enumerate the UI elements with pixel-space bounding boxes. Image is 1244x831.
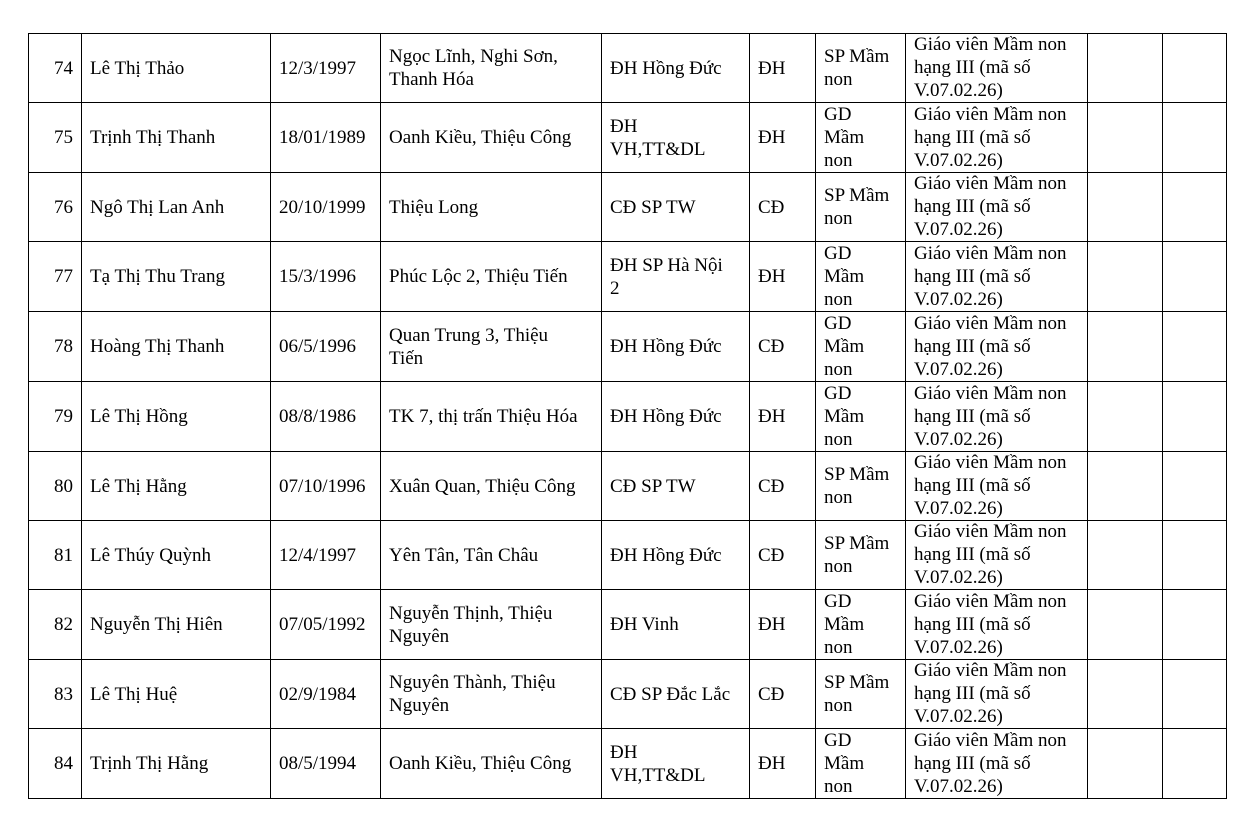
table-row — [29, 242, 1227, 312]
training-school-line: ĐH — [610, 741, 638, 763]
major-line: Mầm — [824, 336, 865, 357]
address-cell — [381, 382, 602, 452]
education-level-cell: ĐH — [750, 103, 816, 173]
job-title-line: Giáo viên Mầm non — [914, 173, 1067, 194]
blank-cell-1-cell — [1088, 521, 1163, 590]
date-of-birth-cell: 20/10/1999 — [271, 173, 381, 242]
address-cell — [381, 590, 602, 660]
table-row — [29, 103, 1227, 173]
major-line: GD — [824, 591, 852, 612]
major-cell — [816, 242, 906, 312]
blank-cell-1-cell — [1088, 103, 1163, 173]
job-title-line: Giáo viên Mầm non — [914, 521, 1067, 542]
job-title-line: V.07.02.26) — [914, 775, 1003, 797]
training-school-line: ĐH Hồng Đức — [610, 57, 722, 79]
training-school-cell — [602, 660, 750, 729]
job-title-line: Giáo viên Mầm non — [914, 34, 1067, 55]
address-line: TK 7, thị trấn Thiệu Hóa — [389, 406, 578, 427]
full-name-cell: Trịnh Thị Thanh — [82, 103, 271, 173]
date-of-birth-cell: 08/5/1994 — [271, 729, 381, 799]
address-line: Thiệu Long — [389, 196, 479, 218]
table-row — [29, 312, 1227, 382]
major-cell — [816, 34, 906, 103]
major-cell — [816, 521, 906, 590]
roster-body — [29, 34, 1227, 799]
training-school-line: ĐH Hồng Đức — [610, 544, 722, 566]
job-title-line: V.07.02.26) — [914, 428, 1003, 450]
job-title-cell — [906, 173, 1088, 242]
training-school-line: 2 — [610, 277, 620, 299]
job-title-cell — [906, 729, 1088, 799]
job-title-line: Giáo viên Mầm non — [914, 242, 1067, 264]
job-title-line: V.07.02.26) — [914, 80, 1003, 101]
job-title-line: Giáo viên Mầm non — [914, 452, 1067, 473]
job-title-cell — [906, 521, 1088, 590]
major-line: non — [824, 556, 853, 577]
education-level-cell: CĐ — [750, 521, 816, 590]
blank-cell-1-cell — [1088, 382, 1163, 452]
address-line: Tiến — [389, 347, 424, 369]
job-title-line: Giáo viên Mầm non — [914, 312, 1067, 334]
job-title-line: V.07.02.26) — [914, 219, 1003, 240]
education-level-cell: CĐ — [750, 452, 816, 521]
job-title-cell — [906, 242, 1088, 312]
address-cell — [381, 452, 602, 521]
education-level-cell: CĐ — [750, 312, 816, 382]
job-title-line: Giáo viên Mầm non — [914, 590, 1067, 612]
full-name-cell: Ngô Thị Lan Anh — [82, 173, 271, 242]
address-cell — [381, 173, 602, 242]
job-title-line: V.07.02.26) — [914, 498, 1003, 519]
major-cell — [816, 312, 906, 382]
table-row — [29, 729, 1227, 799]
major-line: GD — [824, 383, 852, 404]
row-number-cell: 74 — [29, 34, 82, 103]
major-line: non — [824, 150, 853, 171]
job-title-line: V.07.02.26) — [914, 706, 1003, 727]
education-level-cell: ĐH — [750, 729, 816, 799]
education-level-cell: CĐ — [750, 660, 816, 729]
major-line: non — [824, 429, 853, 450]
blank-cell-2-cell — [1163, 382, 1227, 452]
education-level-cell: CĐ — [750, 173, 816, 242]
job-title-line: hạng III (mã số — [914, 683, 1031, 704]
job-title-cell — [906, 34, 1088, 103]
major-line: Mầm — [824, 266, 865, 287]
address-line: Nguyên Thành, Thiệu — [389, 672, 556, 693]
major-cell — [816, 660, 906, 729]
blank-cell-2-cell — [1163, 173, 1227, 242]
major-line: non — [824, 487, 853, 508]
full-name-cell: Tạ Thị Thu Trang — [82, 242, 271, 312]
address-line: Thanh Hóa — [389, 69, 474, 90]
table-row — [29, 660, 1227, 729]
row-number-cell: 83 — [29, 660, 82, 729]
training-school-line: ĐH Hồng Đức — [610, 336, 722, 357]
blank-cell-2-cell — [1163, 312, 1227, 382]
job-title-line: hạng III (mã số — [914, 265, 1031, 287]
job-title-line: Giáo viên Mầm non — [914, 660, 1067, 681]
blank-cell-2-cell — [1163, 660, 1227, 729]
address-line: Phúc Lộc 2, Thiệu Tiến — [389, 266, 568, 287]
table-row — [29, 34, 1227, 103]
job-title-line: hạng III (mã số — [914, 126, 1031, 148]
address-line: Nguyên — [389, 695, 450, 716]
full-name-cell: Nguyễn Thị Hiên — [82, 590, 271, 660]
training-school-line: ĐH Hồng Đức — [610, 406, 722, 427]
job-title-line: hạng III (mã số — [914, 57, 1031, 78]
date-of-birth-cell: 06/5/1996 — [271, 312, 381, 382]
date-of-birth-cell: 08/8/1986 — [271, 382, 381, 452]
job-title-cell — [906, 312, 1088, 382]
row-number-cell: 84 — [29, 729, 82, 799]
major-line: non — [824, 69, 853, 90]
row-number-cell: 75 — [29, 103, 82, 173]
major-line: SP Mầm — [824, 464, 890, 485]
date-of-birth-cell: 07/10/1996 — [271, 452, 381, 521]
address-line: Xuân Quan, Thiệu Công — [389, 475, 576, 497]
job-title-line: Giáo viên Mầm non — [914, 103, 1067, 125]
address-cell — [381, 103, 602, 173]
row-number-cell: 79 — [29, 382, 82, 452]
training-school-cell — [602, 729, 750, 799]
job-title-line: V.07.02.26) — [914, 288, 1003, 310]
education-level-cell: ĐH — [750, 382, 816, 452]
full-name-cell: Lê Thị Hồng — [82, 382, 271, 452]
major-line: non — [824, 208, 853, 229]
blank-cell-2-cell — [1163, 590, 1227, 660]
date-of-birth-cell: 07/05/1992 — [271, 590, 381, 660]
table-row — [29, 173, 1227, 242]
major-line: GD — [824, 313, 852, 334]
job-title-line: hạng III (mã số — [914, 405, 1031, 427]
address-cell — [381, 660, 602, 729]
major-line: Mầm — [824, 614, 865, 635]
job-title-cell — [906, 103, 1088, 173]
major-line: SP Mầm — [824, 185, 890, 206]
table-row — [29, 452, 1227, 521]
job-title-line: hạng III (mã số — [914, 752, 1031, 774]
address-cell — [381, 312, 602, 382]
major-cell — [816, 452, 906, 521]
roster-table — [28, 33, 1227, 799]
training-school-line: VH,TT&DL — [610, 764, 706, 786]
blank-cell-1-cell — [1088, 590, 1163, 660]
address-line: Quan Trung 3, Thiệu — [389, 324, 549, 346]
address-cell — [381, 521, 602, 590]
major-cell — [816, 103, 906, 173]
training-school-line: CĐ SP TW — [610, 475, 696, 497]
training-school-line: CĐ SP Đắc Lắc — [610, 683, 731, 705]
major-line: SP Mầm — [824, 533, 890, 554]
job-title-line: V.07.02.26) — [914, 358, 1003, 380]
job-title-line: hạng III (mã số — [914, 475, 1031, 496]
training-school-cell — [602, 34, 750, 103]
date-of-birth-cell: 12/4/1997 — [271, 521, 381, 590]
major-line: non — [824, 289, 853, 310]
full-name-cell: Lê Thị Hằng — [82, 452, 271, 521]
address-line: Oanh Kiều, Thiệu Công — [389, 753, 572, 774]
blank-cell-1-cell — [1088, 729, 1163, 799]
full-name-cell: Hoàng Thị Thanh — [82, 312, 271, 382]
job-title-line: V.07.02.26) — [914, 567, 1003, 588]
blank-cell-1-cell — [1088, 660, 1163, 729]
date-of-birth-cell: 15/3/1996 — [271, 242, 381, 312]
job-title-line: hạng III (mã số — [914, 544, 1031, 565]
education-level-cell: ĐH — [750, 34, 816, 103]
table-row — [29, 521, 1227, 590]
major-cell — [816, 729, 906, 799]
training-school-cell — [602, 242, 750, 312]
full-name-cell: Trịnh Thị Hằng — [82, 729, 271, 799]
address-cell — [381, 34, 602, 103]
major-cell — [816, 382, 906, 452]
row-number-cell: 76 — [29, 173, 82, 242]
address-line: Nguyên — [389, 625, 450, 647]
training-school-cell — [602, 312, 750, 382]
blank-cell-2-cell — [1163, 452, 1227, 521]
row-number-cell: 80 — [29, 452, 82, 521]
date-of-birth-cell: 12/3/1997 — [271, 34, 381, 103]
job-title-line: hạng III (mã số — [914, 613, 1031, 635]
address-line: Ngọc Lĩnh, Nghi Sơn, — [389, 46, 558, 67]
major-line: GD — [824, 243, 852, 264]
major-line: non — [824, 637, 853, 658]
training-school-line: ĐH SP Hà Nội — [610, 254, 723, 276]
job-title-line: V.07.02.26) — [914, 636, 1003, 658]
blank-cell-1-cell — [1088, 312, 1163, 382]
job-title-line: hạng III (mã số — [914, 335, 1031, 357]
major-line: Mầm — [824, 127, 865, 148]
training-school-cell — [602, 173, 750, 242]
major-line: non — [824, 359, 853, 380]
blank-cell-1-cell — [1088, 173, 1163, 242]
training-school-cell — [602, 452, 750, 521]
row-number-cell: 78 — [29, 312, 82, 382]
address-line: Yên Tân, Tân Châu — [389, 544, 539, 566]
training-school-cell — [602, 590, 750, 660]
job-title-cell — [906, 590, 1088, 660]
full-name-cell: Lê Thúy Quỳnh — [82, 521, 271, 590]
major-cell — [816, 173, 906, 242]
date-of-birth-cell: 18/01/1989 — [271, 103, 381, 173]
address-cell — [381, 729, 602, 799]
training-school-line: VH,TT&DL — [610, 138, 706, 160]
training-school-cell — [602, 521, 750, 590]
major-line: GD — [824, 730, 852, 751]
major-line: SP Mầm — [824, 672, 890, 693]
major-line: non — [824, 776, 853, 797]
education-level-cell: ĐH — [750, 242, 816, 312]
job-title-line: Giáo viên Mầm non — [914, 382, 1067, 404]
blank-cell-1-cell — [1088, 242, 1163, 312]
blank-cell-2-cell — [1163, 103, 1227, 173]
blank-cell-2-cell — [1163, 729, 1227, 799]
training-school-cell — [602, 382, 750, 452]
row-number-cell: 82 — [29, 590, 82, 660]
job-title-cell — [906, 660, 1088, 729]
table-row — [29, 382, 1227, 452]
major-line: SP Mầm — [824, 46, 890, 67]
job-title-cell — [906, 382, 1088, 452]
job-title-line: hạng III (mã số — [914, 196, 1031, 217]
job-title-cell — [906, 452, 1088, 521]
blank-cell-2-cell — [1163, 34, 1227, 103]
major-line: non — [824, 695, 853, 716]
full-name-cell: Lê Thị Thảo — [82, 34, 271, 103]
training-school-line: CĐ SP TW — [610, 196, 696, 218]
training-school-line: ĐH Vinh — [610, 614, 679, 635]
major-cell — [816, 590, 906, 660]
address-cell — [381, 242, 602, 312]
address-line: Oanh Kiều, Thiệu Công — [389, 127, 572, 148]
full-name-cell: Lê Thị Huệ — [82, 660, 271, 729]
row-number-cell: 81 — [29, 521, 82, 590]
training-school-cell — [602, 103, 750, 173]
address-line: Nguyễn Thịnh, Thiệu — [389, 602, 553, 624]
major-line: Mầm — [824, 406, 865, 427]
major-line: GD — [824, 104, 852, 125]
job-title-line: V.07.02.26) — [914, 149, 1003, 171]
blank-cell-1-cell — [1088, 452, 1163, 521]
blank-cell-2-cell — [1163, 521, 1227, 590]
training-school-line: ĐH — [610, 115, 638, 137]
table-row — [29, 590, 1227, 660]
major-line: Mầm — [824, 753, 865, 774]
blank-cell-2-cell — [1163, 242, 1227, 312]
blank-cell-1-cell — [1088, 34, 1163, 103]
row-number-cell: 77 — [29, 242, 82, 312]
education-level-cell: ĐH — [750, 590, 816, 660]
date-of-birth-cell: 02/9/1984 — [271, 660, 381, 729]
job-title-line: Giáo viên Mầm non — [914, 729, 1067, 751]
